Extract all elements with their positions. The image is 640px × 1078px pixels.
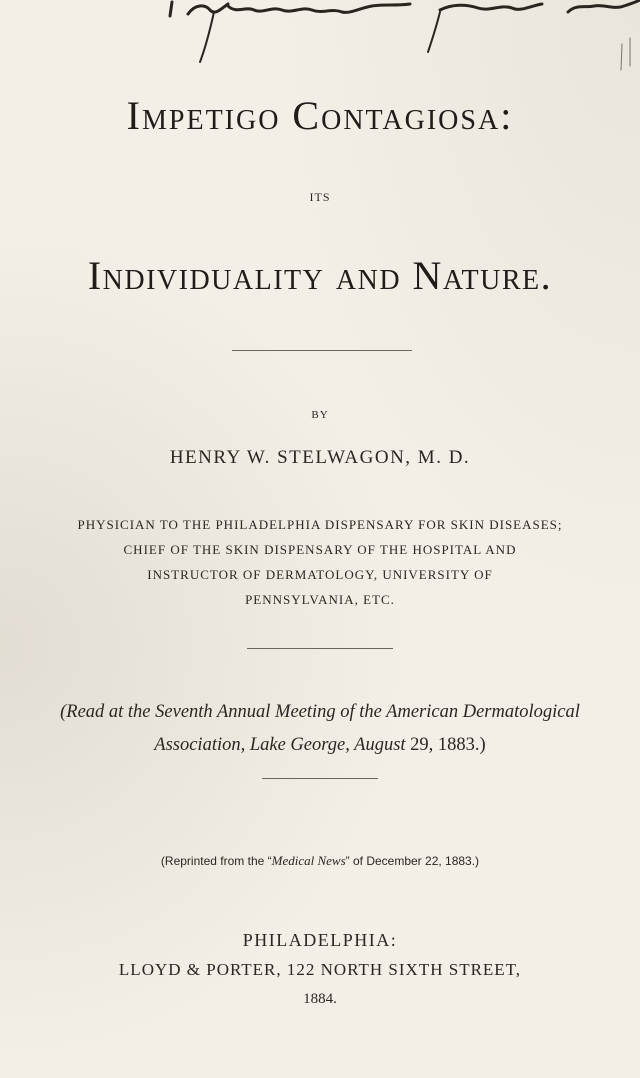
divider-rule-3 [262, 778, 378, 779]
author-credentials [20, 512, 620, 612]
title-line-1: Impetigo Contagiosa: [126, 93, 514, 138]
divider-rule-1 [232, 350, 412, 351]
credential-line: INSTRUCTOR OF DERMATOLOGY, UNIVERSITY OF [147, 567, 493, 582]
reprint-note [0, 853, 640, 869]
imprint-year: 1884. [303, 991, 337, 1007]
title-line-2: Individuality and Nature. [87, 253, 553, 298]
meeting-note-date: 29, 1883.) [405, 735, 486, 755]
credential-line: PENNSYLVANIA, ETC. [245, 592, 395, 607]
by-label: BY [311, 409, 329, 421]
credential-line: CHIEF OF THE SKIN DISPENSARY OF THE HOSPITAL AND [123, 542, 517, 557]
meeting-note-line-2 [20, 729, 620, 762]
reprint-note-prefix: (Reprinted from the “ [160, 854, 272, 868]
meeting-note-location: Association, Lake George, August [154, 735, 406, 755]
imprint-city: PHILADELPHIA: [242, 930, 398, 950]
handwritten-inscription [0, 0, 640, 80]
credential-line: PHYSICIAN TO THE PHILADELPHIA DISPENSARY FOR SKIN DISEASES; [77, 517, 563, 532]
divider-rule-2 [247, 648, 393, 649]
reprint-note-suffix: ” of December 22, 1883.) [345, 854, 480, 868]
meeting-note-line-1: (Read at the Seventh Annual Meeting of the American Dermatological [60, 702, 580, 722]
title-connector: ITS [309, 190, 331, 204]
meeting-note [20, 696, 620, 762]
journal-name: Medical News [271, 853, 346, 868]
author-name: HENRY W. STELWAGON, M. D. [169, 447, 471, 468]
imprint-publisher: LLOYD & PORTER, 122 NORTH SIXTH STREET, [118, 960, 522, 979]
